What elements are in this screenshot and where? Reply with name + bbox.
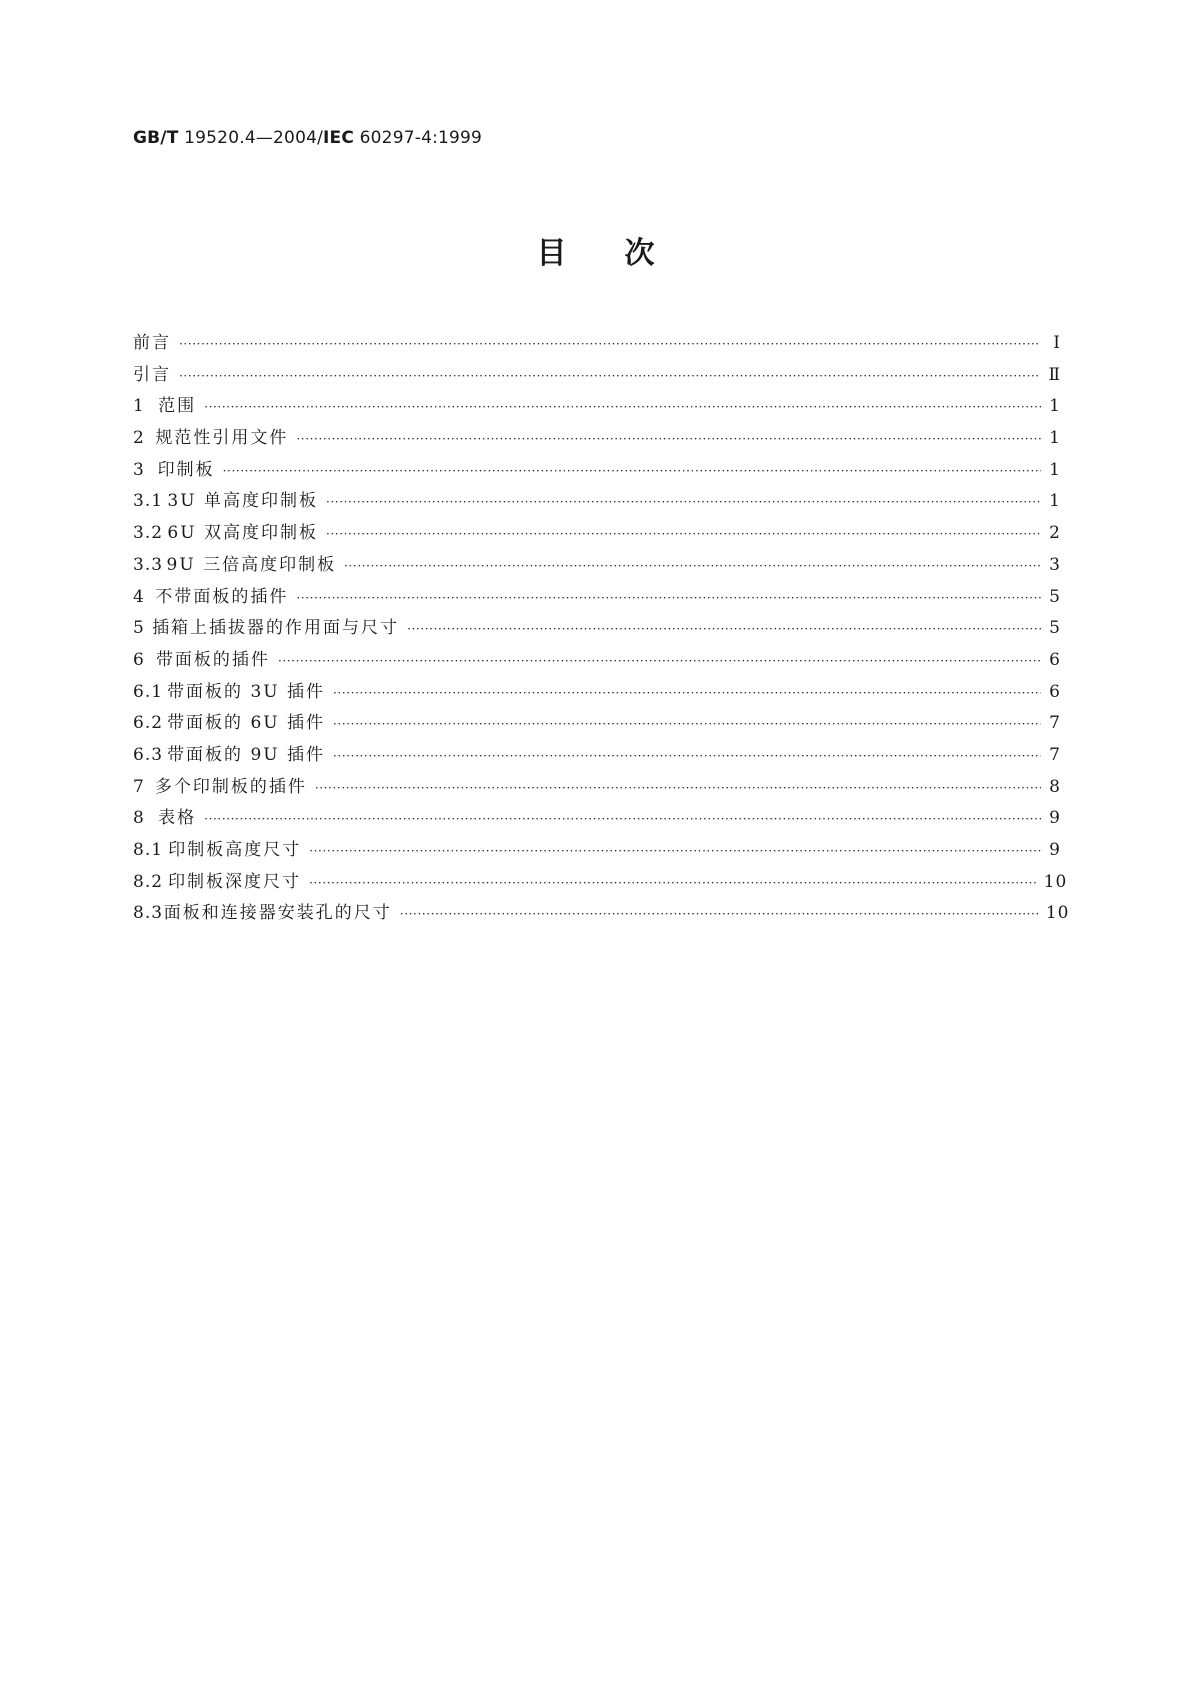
toc-entry-label: 插箱上插拔器的作用面与尺寸 xyxy=(152,618,400,639)
toc-entry-number: 5 xyxy=(133,618,145,639)
toc-entry[interactable] xyxy=(133,740,1061,772)
toc-entry[interactable] xyxy=(133,803,1061,835)
toc-entry-page: 3 xyxy=(1049,554,1061,575)
toc-entry-number: 6 xyxy=(133,649,145,670)
toc-entry-number: 8.3 xyxy=(133,903,164,924)
toc-entry-page: 9 xyxy=(1049,808,1061,829)
toc-entry-label: 表格 xyxy=(158,808,197,829)
toc-entry-page: 1 xyxy=(1049,428,1061,449)
toc-entry-label: 3U 单高度印制板 xyxy=(167,491,318,512)
toc-entry[interactable] xyxy=(133,677,1061,709)
standard-number-value: 19520.4—2004/ xyxy=(178,128,324,148)
toc-entry-number: 6.1 xyxy=(133,681,164,702)
toc-dot-leader xyxy=(223,456,1041,488)
toc-entry-page: 5 xyxy=(1049,586,1061,607)
toc-entry-number: 4 xyxy=(133,586,145,607)
toc-entry-number: 8 xyxy=(133,808,145,829)
toc-entry[interactable] xyxy=(133,645,1061,677)
toc-entry-label: 不带面板的插件 xyxy=(155,586,289,607)
toc-entry-label: 范围 xyxy=(158,396,197,417)
toc-dot-leader xyxy=(204,392,1041,424)
table-of-contents xyxy=(133,328,1070,930)
toc-entry-page: 7 xyxy=(1049,713,1061,734)
toc-entry-page: 10 xyxy=(1043,871,1068,892)
toc-dot-leader xyxy=(296,583,1041,615)
toc-entry-label: 规范性引用文件 xyxy=(155,428,289,449)
toc-entry[interactable] xyxy=(133,898,1070,930)
toc-entry[interactable] xyxy=(133,423,1061,455)
toc-entry-page: 9 xyxy=(1049,840,1061,860)
toc-dot-leader xyxy=(309,836,1041,868)
toc-dot-leader xyxy=(407,614,1041,646)
toc-entry-label: 带面板的 9U 插件 xyxy=(167,744,326,765)
toc-entry-page: 1 xyxy=(1049,491,1061,512)
toc-entry-number: 3.1 xyxy=(133,491,164,512)
toc-dot-leader xyxy=(278,646,1041,678)
toc-dot-leader xyxy=(326,487,1041,519)
toc-entry-page: 5 xyxy=(1049,618,1061,639)
toc-dot-leader xyxy=(333,709,1041,741)
toc-entry-page: 1 xyxy=(1049,396,1061,417)
toc-entry-number: 3 xyxy=(133,459,145,480)
toc-entry-page: 6 xyxy=(1049,649,1061,670)
toc-dot-leader xyxy=(309,868,1038,900)
toc-entry-label: 带面板的 6U 插件 xyxy=(167,713,326,734)
toc-entry-label: 前言 xyxy=(133,333,171,353)
toc-entry-page: Ⅱ xyxy=(1048,364,1061,385)
toc-dot-leader xyxy=(333,741,1041,773)
toc-entry-label: 多个印制板的插件 xyxy=(154,776,307,797)
toc-entry-label: 引言 xyxy=(133,364,171,385)
toc-entry[interactable] xyxy=(133,550,1061,582)
standard-prefix: GB/T xyxy=(133,128,179,148)
toc-entry[interactable] xyxy=(133,328,1061,360)
toc-dot-leader xyxy=(333,678,1041,710)
toc-entry[interactable] xyxy=(133,518,1061,550)
toc-entry-label: 印制板深度尺寸 xyxy=(168,871,302,892)
toc-entry-number: 6.2 xyxy=(133,713,164,734)
toc-entry[interactable] xyxy=(133,455,1061,487)
toc-entry-label: 印制板高度尺寸 xyxy=(168,840,302,860)
toc-entry[interactable] xyxy=(133,772,1061,804)
standard-number xyxy=(133,128,482,148)
toc-entry-number: 8.2 xyxy=(133,871,164,892)
toc-entry-number: 3.2 xyxy=(133,523,164,544)
toc-entry-label: 6U 双高度印制板 xyxy=(167,523,318,544)
toc-entry-number: 1 xyxy=(133,396,145,417)
toc-entry-page: 8 xyxy=(1049,776,1061,797)
toc-entry[interactable] xyxy=(133,391,1061,423)
toc-dot-leader xyxy=(400,899,1040,931)
toc-entry[interactable] xyxy=(133,708,1061,740)
toc-entry-page: 10 xyxy=(1045,903,1070,924)
toc-dot-leader xyxy=(315,773,1041,805)
toc-entry-number: 7 xyxy=(133,776,145,797)
toc-entry-label: 面板和连接器安装孔的尺寸 xyxy=(163,903,392,924)
iec-number-value: 60297-4:1999 xyxy=(354,128,483,148)
toc-entry-page: 1 xyxy=(1049,459,1061,480)
toc-dot-leader xyxy=(179,361,1041,393)
toc-entry[interactable] xyxy=(133,867,1068,899)
toc-entry-label: 带面板的 3U 插件 xyxy=(167,681,326,702)
toc-entry-page: 6 xyxy=(1049,681,1061,702)
toc-dot-leader xyxy=(296,424,1041,456)
toc-dot-leader xyxy=(344,551,1041,583)
toc-entry[interactable] xyxy=(133,613,1061,645)
toc-entry[interactable] xyxy=(133,486,1061,518)
toc-entry-label: 印制板 xyxy=(157,459,215,480)
toc-dot-leader xyxy=(326,519,1041,551)
toc-entry-page: Ⅰ xyxy=(1053,333,1061,353)
toc-entry[interactable] xyxy=(133,360,1061,392)
toc-entry-label: 9U 三倍高度印制板 xyxy=(166,554,337,575)
toc-entry-page: 2 xyxy=(1049,523,1061,544)
toc-entry[interactable] xyxy=(133,835,1061,867)
toc-entry-number: 2 xyxy=(133,428,145,449)
toc-entry-page: 7 xyxy=(1049,744,1061,765)
toc-entry-number: 6.3 xyxy=(133,744,164,765)
toc-entry-label: 带面板的插件 xyxy=(155,649,270,670)
iec-prefix: IEC xyxy=(323,128,355,148)
toc-entry-number: 8.1 xyxy=(133,840,164,860)
toc-dot-leader xyxy=(204,804,1041,836)
toc-entry[interactable] xyxy=(133,582,1061,614)
page-title: 目次 xyxy=(536,236,713,271)
toc-dot-leader xyxy=(179,329,1041,361)
toc-entry-number: 3.3 xyxy=(133,554,164,575)
